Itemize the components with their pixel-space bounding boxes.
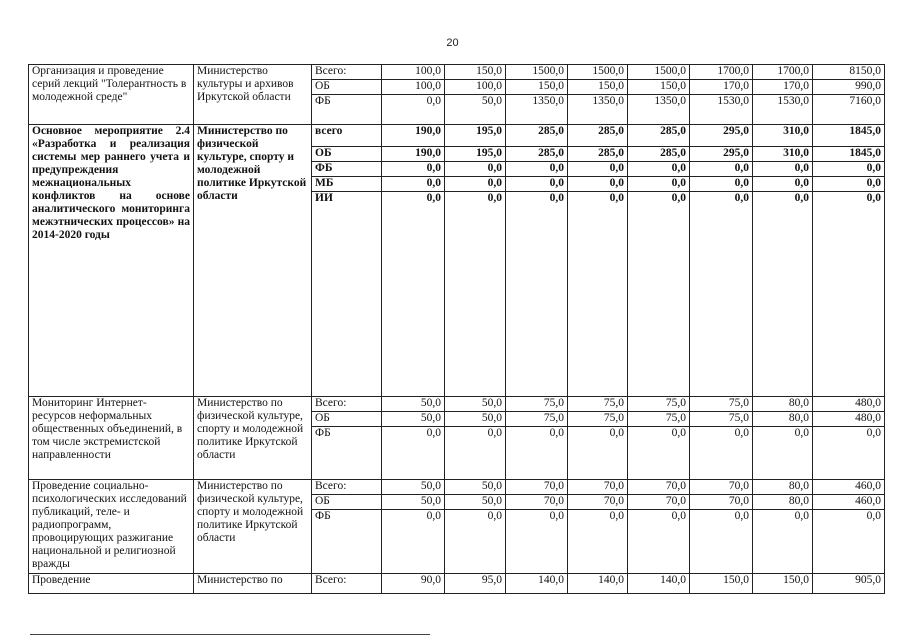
- table-row: [29, 397, 885, 412]
- year-value-cell: 0,0: [506, 177, 568, 192]
- executor-cell: Министерство культуры и архивов Иркутской области: [194, 65, 312, 125]
- page-bottom-rule: [30, 634, 430, 635]
- year-value-cell: 80,0: [753, 412, 813, 427]
- year-value-cell: 75,0: [690, 412, 753, 427]
- year-value-cell: 150,0: [445, 65, 506, 80]
- budget-table: [28, 64, 885, 594]
- funding-source-cell: ОБ: [312, 147, 382, 162]
- funding-source-cell: ФБ: [312, 162, 382, 177]
- year-value-cell: 170,0: [753, 80, 813, 95]
- year-value-cell: 100,0: [445, 80, 506, 95]
- year-value-cell: 1350,0: [506, 95, 568, 125]
- year-value-cell: 295,0: [690, 147, 753, 162]
- year-value-cell: 0,0: [506, 427, 568, 480]
- year-value-cell: 190,0: [382, 125, 445, 147]
- total-value-cell: 480,0: [813, 412, 885, 427]
- year-value-cell: 0,0: [628, 192, 690, 397]
- year-value-cell: 80,0: [753, 480, 813, 495]
- year-value-cell: 0,0: [382, 95, 445, 125]
- total-value-cell: 905,0: [813, 574, 885, 594]
- year-value-cell: 1500,0: [628, 65, 690, 80]
- year-value-cell: 0,0: [382, 162, 445, 177]
- funding-source-cell: Всего:: [312, 65, 382, 80]
- year-value-cell: 195,0: [445, 147, 506, 162]
- year-value-cell: 0,0: [382, 510, 445, 574]
- year-value-cell: 285,0: [568, 125, 628, 147]
- activity-cell: Основное мероприятие 2.4 «Разработка и реализация системы мер раннего учета и предупреждения межнациональных конфликтов на основе аналитического мониторинга межэтнических процессов» на 2014-2020 годы: [29, 125, 194, 397]
- year-value-cell: 140,0: [568, 574, 628, 594]
- funding-source-cell: всего: [312, 125, 382, 147]
- year-value-cell: 0,0: [445, 177, 506, 192]
- year-value-cell: 1500,0: [568, 65, 628, 80]
- year-value-cell: 0,0: [445, 510, 506, 574]
- year-value-cell: 0,0: [568, 192, 628, 397]
- year-value-cell: 0,0: [382, 177, 445, 192]
- year-value-cell: 285,0: [506, 147, 568, 162]
- activity-cell: Организация и проведение серий лекций "Толерантность в молодежной среде": [29, 65, 194, 125]
- year-value-cell: 70,0: [628, 495, 690, 510]
- year-value-cell: 100,0: [382, 80, 445, 95]
- year-value-cell: 75,0: [568, 397, 628, 412]
- year-value-cell: 150,0: [568, 80, 628, 95]
- year-value-cell: 170,0: [690, 80, 753, 95]
- year-value-cell: 70,0: [506, 480, 568, 495]
- table-row: [29, 65, 885, 80]
- year-value-cell: 0,0: [690, 177, 753, 192]
- executor-cell: Министерство по: [194, 574, 312, 594]
- table-row: [29, 125, 885, 147]
- year-value-cell: 75,0: [628, 412, 690, 427]
- year-value-cell: 0,0: [690, 192, 753, 397]
- year-value-cell: 285,0: [628, 125, 690, 147]
- activity-cell: Мониторинг Интернет-ресурсов неформальных общественных объединений, в том числе экстремистской направленности: [29, 397, 194, 480]
- year-value-cell: 50,0: [382, 412, 445, 427]
- year-value-cell: 140,0: [628, 574, 690, 594]
- funding-source-cell: ИИ: [312, 192, 382, 397]
- year-value-cell: 1350,0: [628, 95, 690, 125]
- funding-source-cell: ОБ: [312, 412, 382, 427]
- year-value-cell: 1350,0: [568, 95, 628, 125]
- funding-source-cell: МБ: [312, 177, 382, 192]
- year-value-cell: 150,0: [506, 80, 568, 95]
- activity-cell: Проведение: [29, 574, 194, 594]
- total-value-cell: 0,0: [813, 162, 885, 177]
- year-value-cell: 75,0: [628, 397, 690, 412]
- funding-source-cell: ФБ: [312, 95, 382, 125]
- year-value-cell: 0,0: [628, 162, 690, 177]
- funding-source-cell: ОБ: [312, 80, 382, 95]
- year-value-cell: 310,0: [753, 147, 813, 162]
- year-value-cell: 70,0: [506, 495, 568, 510]
- year-value-cell: 50,0: [445, 480, 506, 495]
- year-value-cell: 0,0: [628, 177, 690, 192]
- year-value-cell: 90,0: [382, 574, 445, 594]
- year-value-cell: 80,0: [753, 397, 813, 412]
- year-value-cell: 75,0: [506, 412, 568, 427]
- year-value-cell: 150,0: [753, 574, 813, 594]
- year-value-cell: 70,0: [568, 480, 628, 495]
- year-value-cell: 50,0: [382, 397, 445, 412]
- year-value-cell: 0,0: [753, 427, 813, 480]
- year-value-cell: 75,0: [690, 397, 753, 412]
- year-value-cell: 0,0: [628, 427, 690, 480]
- activity-cell: Проведение социально-психологических исследований публикаций, теле- и радиопрограмм, провоцирующих разжигание национальной и религиозной вражды: [29, 480, 194, 574]
- total-value-cell: 990,0: [813, 80, 885, 95]
- funding-source-cell: Всего:: [312, 480, 382, 495]
- total-value-cell: 1845,0: [813, 125, 885, 147]
- total-value-cell: 0,0: [813, 510, 885, 574]
- year-value-cell: 100,0: [382, 65, 445, 80]
- year-value-cell: 310,0: [753, 125, 813, 147]
- year-value-cell: 0,0: [506, 510, 568, 574]
- total-value-cell: 0,0: [813, 427, 885, 480]
- year-value-cell: 0,0: [568, 162, 628, 177]
- year-value-cell: 0,0: [628, 510, 690, 574]
- year-value-cell: 1700,0: [690, 65, 753, 80]
- year-value-cell: 0,0: [445, 162, 506, 177]
- year-value-cell: 0,0: [690, 510, 753, 574]
- year-value-cell: 70,0: [568, 495, 628, 510]
- year-value-cell: 195,0: [445, 125, 506, 147]
- year-value-cell: 0,0: [568, 510, 628, 574]
- year-value-cell: 80,0: [753, 495, 813, 510]
- year-value-cell: 0,0: [382, 427, 445, 480]
- year-value-cell: 1700,0: [753, 65, 813, 80]
- year-value-cell: 0,0: [506, 162, 568, 177]
- page-number: 20: [446, 37, 459, 49]
- year-value-cell: 0,0: [753, 162, 813, 177]
- funding-source-cell: Всего:: [312, 397, 382, 412]
- total-value-cell: 0,0: [813, 177, 885, 192]
- year-value-cell: 0,0: [753, 177, 813, 192]
- year-value-cell: 0,0: [445, 427, 506, 480]
- year-value-cell: 285,0: [568, 147, 628, 162]
- year-value-cell: 0,0: [506, 192, 568, 397]
- year-value-cell: 0,0: [568, 427, 628, 480]
- year-value-cell: 285,0: [506, 125, 568, 147]
- table-row: [29, 574, 885, 594]
- funding-source-cell: Всего:: [312, 574, 382, 594]
- executor-cell: Министерство по физической культуре, спорту и молодежной политике Иркутской области: [194, 480, 312, 574]
- total-value-cell: 7160,0: [813, 95, 885, 125]
- table-row: [29, 480, 885, 495]
- year-value-cell: 95,0: [445, 574, 506, 594]
- executor-cell: Министерство по физической культуре, спорту и молодежной политике Иркутской области: [194, 397, 312, 480]
- year-value-cell: 150,0: [690, 574, 753, 594]
- total-value-cell: 8150,0: [813, 65, 885, 80]
- year-value-cell: 190,0: [382, 147, 445, 162]
- year-value-cell: 1530,0: [690, 95, 753, 125]
- year-value-cell: 0,0: [690, 427, 753, 480]
- year-value-cell: 50,0: [445, 397, 506, 412]
- year-value-cell: 50,0: [382, 480, 445, 495]
- year-value-cell: 70,0: [628, 480, 690, 495]
- year-value-cell: 140,0: [506, 574, 568, 594]
- year-value-cell: 50,0: [445, 95, 506, 125]
- funding-source-cell: ФБ: [312, 427, 382, 480]
- year-value-cell: 1530,0: [753, 95, 813, 125]
- total-value-cell: 1845,0: [813, 147, 885, 162]
- year-value-cell: 70,0: [690, 495, 753, 510]
- year-value-cell: 0,0: [753, 192, 813, 397]
- year-value-cell: 50,0: [445, 495, 506, 510]
- year-value-cell: 0,0: [382, 192, 445, 397]
- total-value-cell: 460,0: [813, 495, 885, 510]
- year-value-cell: 50,0: [382, 495, 445, 510]
- year-value-cell: 0,0: [753, 510, 813, 574]
- total-value-cell: 0,0: [813, 192, 885, 397]
- funding-source-cell: ОБ: [312, 495, 382, 510]
- funding-source-cell: ФБ: [312, 510, 382, 574]
- year-value-cell: 75,0: [568, 412, 628, 427]
- year-value-cell: 50,0: [445, 412, 506, 427]
- total-value-cell: 480,0: [813, 397, 885, 412]
- year-value-cell: 285,0: [628, 147, 690, 162]
- budget-table-body: [29, 65, 885, 594]
- year-value-cell: 70,0: [690, 480, 753, 495]
- year-value-cell: 0,0: [445, 192, 506, 397]
- year-value-cell: 295,0: [690, 125, 753, 147]
- year-value-cell: 1500,0: [506, 65, 568, 80]
- total-value-cell: 460,0: [813, 480, 885, 495]
- year-value-cell: 0,0: [690, 162, 753, 177]
- year-value-cell: 150,0: [628, 80, 690, 95]
- year-value-cell: 75,0: [506, 397, 568, 412]
- executor-cell: Министерство по физической культуре, спорту и молодежной политике Иркутской области: [194, 125, 312, 397]
- year-value-cell: 0,0: [568, 177, 628, 192]
